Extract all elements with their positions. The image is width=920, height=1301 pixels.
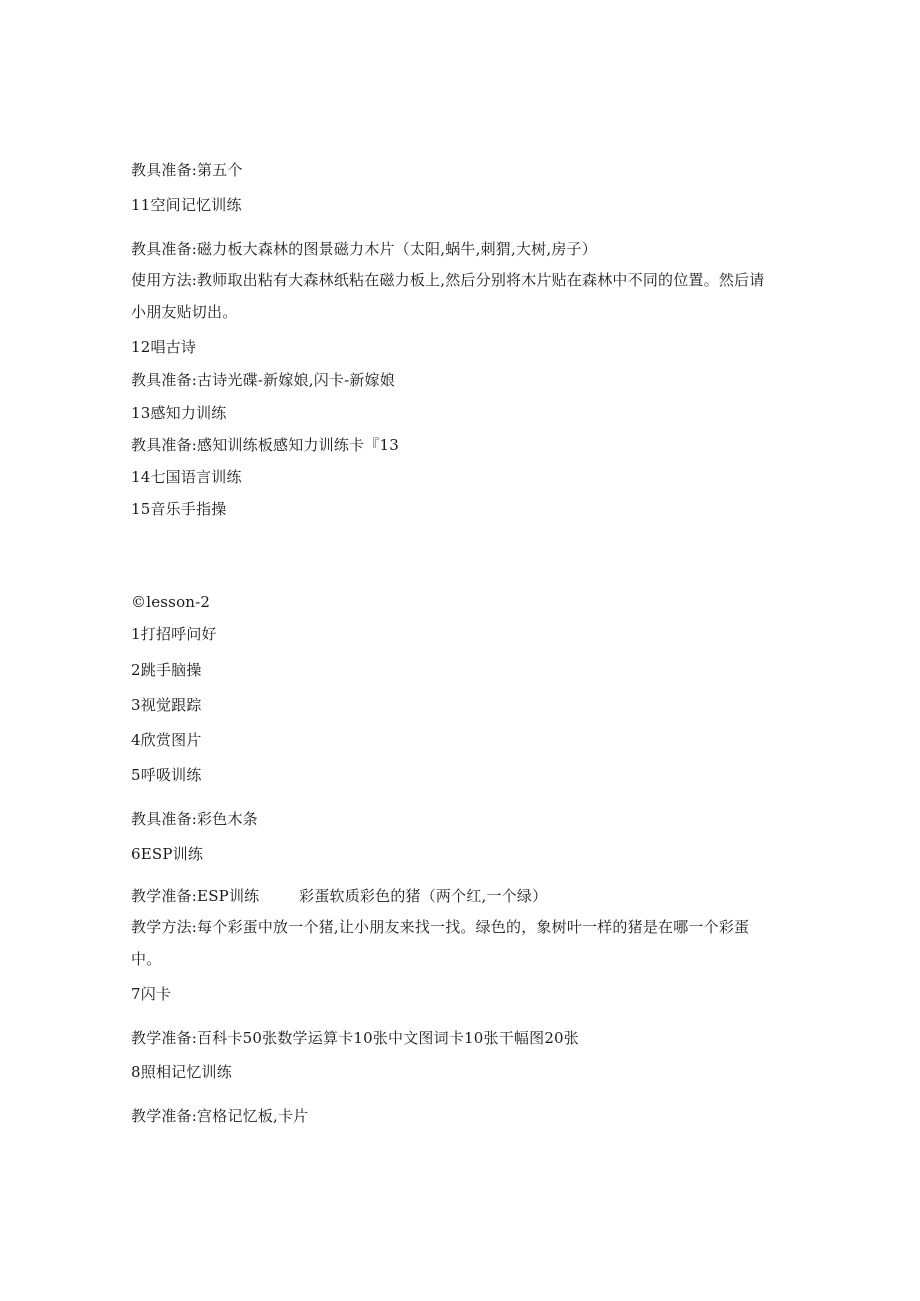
- item-heading: 13感知力训练: [131, 404, 227, 422]
- item-heading: 6ESP训练: [131, 845, 204, 863]
- item-heading: 2跳手脑操: [131, 661, 202, 679]
- text-line: 教具准备:感知训练板感知力训练卡『13: [131, 436, 399, 454]
- text-line: 小朋友贴切出。: [131, 303, 238, 321]
- item-heading: 4欣赏图片: [131, 731, 202, 749]
- item-heading: 1打招呼问好: [131, 625, 217, 643]
- lesson-title: ©lesson-2: [131, 593, 211, 611]
- item-heading: 15音乐手指操: [131, 500, 227, 518]
- item-heading: 14七国语言训练: [131, 468, 242, 486]
- item-heading: 5呼吸训练: [131, 766, 202, 784]
- item-heading: 7闪卡: [131, 985, 172, 1003]
- item-heading: 12唱古诗: [131, 338, 197, 356]
- item-heading: 11空间记忆训练: [131, 196, 242, 214]
- text-line: 教具准备:彩色木条: [131, 810, 258, 828]
- text-line: 中。: [131, 950, 162, 968]
- text-line: 教学准备:宫格记忆板,卡片: [131, 1107, 309, 1125]
- text-line: 教具准备:第五个: [131, 161, 243, 179]
- text-line: 教学准备:ESP训练 彩蛋软质彩色的猪（两个红,一个绿）: [131, 887, 548, 905]
- text-line: 教具准备:古诗光碟-新嫁娘,闪卡-新嫁娘: [131, 371, 395, 389]
- text-line: 教具准备:磁力板大森林的图景磁力木片（太阳,蜗牛,刺猬,大树,房子）: [131, 240, 597, 258]
- item-heading: 3视觉跟踪: [131, 696, 202, 714]
- item-heading: 8照相记忆训练: [131, 1063, 232, 1081]
- text-line: 使用方法:教师取出粘有大森林纸粘在磁力板上,然后分别将木片贴在森林中不同的位置。然后请: [131, 271, 765, 289]
- text-line: 教学方法:每个彩蛋中放一个猪,让小朋友来找一找。绿色的，象树叶一样的猪是在哪一个彩蛋: [131, 918, 750, 936]
- text-line: 教学准备:百科卡50张数学运算卡10张中文图词卡10张干幅图20张: [131, 1029, 580, 1047]
